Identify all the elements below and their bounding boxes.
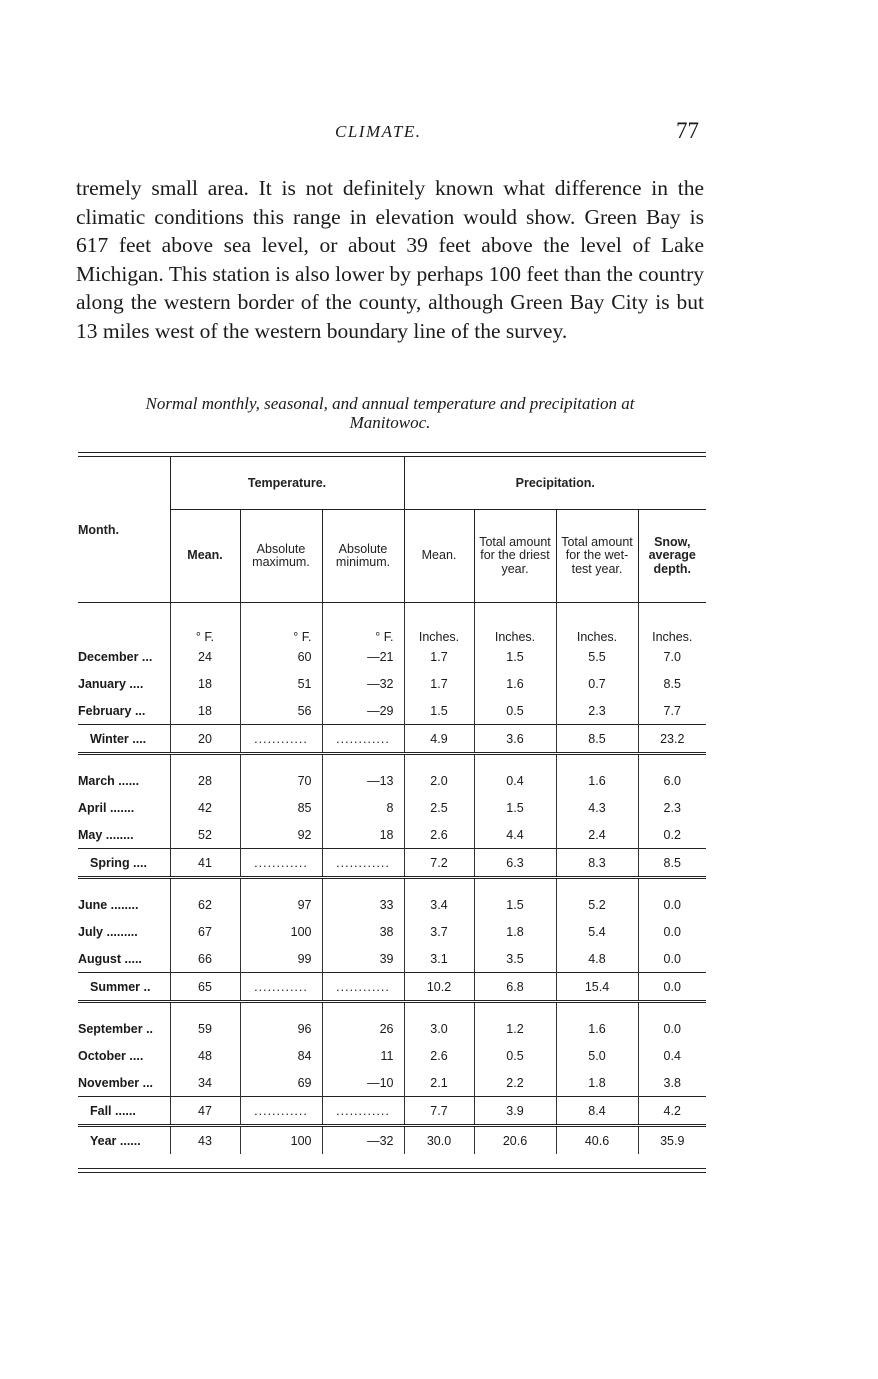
cell-temp-mean: 18 (170, 670, 240, 697)
cell-driest: 0.5 (474, 1042, 556, 1069)
cell-driest: 1.8 (474, 918, 556, 945)
cell-wettest: 8.4 (556, 1097, 638, 1126)
units-row (78, 603, 706, 644)
cell-driest: 3.5 (474, 945, 556, 973)
cell-temp-mean: 18 (170, 697, 240, 725)
cell-snow: 0.0 (638, 918, 706, 945)
table-row (78, 918, 706, 945)
cell-temp-mean: 41 (170, 849, 240, 878)
chapter-title: CLIMATE. (335, 122, 422, 141)
unit-driest: Inches. (474, 603, 556, 644)
cell-snow: 0.4 (638, 1042, 706, 1069)
cell-precip-mean: 2.0 (404, 754, 474, 795)
cell-abs-max: ............ (240, 973, 322, 1002)
cell-abs-min: 18 (322, 821, 404, 849)
bottom-rule (78, 1168, 706, 1173)
cell-temp-mean: 28 (170, 754, 240, 795)
row-label: December ... (78, 649, 153, 664)
cell-driest: 1.5 (474, 643, 556, 670)
caption-line-2: Manitowoc. (349, 413, 431, 432)
cell-driest: 20.6 (474, 1126, 556, 1155)
cell-precip-mean: 4.9 (404, 725, 474, 754)
cell-precip-mean: 3.4 (404, 878, 474, 919)
cell-abs-max: 92 (240, 821, 322, 849)
cell-abs-min: ............ (322, 973, 404, 1002)
cell-snow: 3.8 (638, 1069, 706, 1097)
col-header-temp-mean: Mean. (170, 510, 240, 603)
cell-temp-mean: 62 (170, 878, 240, 919)
table-row (78, 794, 706, 821)
cell-driest: 3.9 (474, 1097, 556, 1126)
cell-wettest: 5.5 (556, 643, 638, 670)
cell-driest: 3.6 (474, 725, 556, 754)
cell-precip-mean: 7.7 (404, 1097, 474, 1126)
cell-abs-min: 38 (322, 918, 404, 945)
cell-wettest: 5.0 (556, 1042, 638, 1069)
col-header-driest: Total amount for the driest year. (474, 510, 556, 603)
unit-abs-max: ° F. (240, 603, 322, 644)
cell-temp-mean: 48 (170, 1042, 240, 1069)
cell-abs-min: —32 (322, 670, 404, 697)
cell-abs-min: ............ (322, 1097, 404, 1126)
cell-snow: 0.0 (638, 1002, 706, 1043)
table-row (78, 1069, 706, 1097)
cell-wettest: 0.7 (556, 670, 638, 697)
cell-precip-mean: 1.5 (404, 697, 474, 725)
cell-abs-min: —21 (322, 643, 404, 670)
row-label: June ........ (78, 897, 139, 912)
row-label: Winter .... (78, 725, 170, 754)
unit-wettest: Inches. (556, 603, 638, 644)
cell-precip-mean: 1.7 (404, 670, 474, 697)
cell-temp-mean: 47 (170, 1097, 240, 1126)
cell-abs-max: ............ (240, 1097, 322, 1126)
cell-abs-min: —10 (322, 1069, 404, 1097)
cell-snow: 6.0 (638, 754, 706, 795)
cell-abs-max: 99 (240, 945, 322, 973)
cell-snow: 8.5 (638, 670, 706, 697)
table-row (78, 670, 706, 697)
cell-abs-min: ............ (322, 849, 404, 878)
cell-driest: 1.2 (474, 1002, 556, 1043)
cell-abs-max: 97 (240, 878, 322, 919)
precipitation-group-header: Precipitation. (404, 457, 706, 510)
cell-driest: 6.8 (474, 973, 556, 1002)
cell-driest: 6.3 (474, 849, 556, 878)
cell-temp-mean: 52 (170, 821, 240, 849)
cell-wettest: 40.6 (556, 1126, 638, 1155)
cell-temp-mean: 67 (170, 918, 240, 945)
cell-temp-mean: 43 (170, 1126, 240, 1155)
cell-temp-mean: 24 (170, 643, 240, 670)
row-label: March ...... (78, 773, 140, 788)
cell-abs-max: 84 (240, 1042, 322, 1069)
row-label: May ........ (78, 827, 134, 842)
cell-wettest: 5.2 (556, 878, 638, 919)
cell-wettest: 4.8 (556, 945, 638, 973)
cell-precip-mean: 2.6 (404, 821, 474, 849)
cell-abs-min: 26 (322, 1002, 404, 1043)
row-label: Year ...... (78, 1126, 170, 1155)
caption-line-1: Normal monthly, seasonal, and annual temperature and precipitation at (145, 394, 635, 413)
unit-snow: Inches. (638, 603, 706, 644)
cell-wettest: 5.4 (556, 918, 638, 945)
unit-temp-mean: ° F. (170, 603, 240, 644)
cell-precip-mean: 3.7 (404, 918, 474, 945)
units-month-cell (78, 603, 170, 644)
cell-wettest: 8.3 (556, 849, 638, 878)
climate-table (78, 452, 706, 1173)
cell-abs-max: 60 (240, 643, 322, 670)
cell-snow: 8.5 (638, 849, 706, 878)
cell-abs-max: ............ (240, 725, 322, 754)
cell-driest: 4.4 (474, 821, 556, 849)
cell-wettest: 2.4 (556, 821, 638, 849)
cell-snow: 23.2 (638, 725, 706, 754)
table-row (78, 643, 706, 670)
cell-abs-max: 70 (240, 754, 322, 795)
cell-precip-mean: 2.1 (404, 1069, 474, 1097)
season-row (78, 725, 706, 754)
cell-abs-min: 8 (322, 794, 404, 821)
cell-wettest: 15.4 (556, 973, 638, 1002)
table-row (78, 754, 706, 795)
row-label: Fall ...... (78, 1097, 170, 1126)
table-row (78, 697, 706, 725)
cell-precip-mean: 10.2 (404, 973, 474, 1002)
cell-driest: 0.5 (474, 697, 556, 725)
cell-abs-min: ............ (322, 725, 404, 754)
cell-wettest: 1.6 (556, 1002, 638, 1043)
row-label: Summer .. (78, 973, 170, 1002)
col-header-precip-mean: Mean. (404, 510, 474, 603)
table-row (78, 1042, 706, 1069)
row-label: October .... (78, 1048, 144, 1063)
row-label: February ... (78, 703, 146, 718)
cell-precip-mean: 2.5 (404, 794, 474, 821)
cell-snow: 7.7 (638, 697, 706, 725)
col-header-abs-max: Absolute maximum. (240, 510, 322, 603)
table-row (78, 878, 706, 919)
cell-snow: 0.0 (638, 945, 706, 973)
cell-precip-mean: 2.6 (404, 1042, 474, 1069)
season-row (78, 849, 706, 878)
cell-driest: 2.2 (474, 1069, 556, 1097)
row-label: January .... (78, 676, 144, 691)
cell-abs-max: 56 (240, 697, 322, 725)
cell-wettest: 8.5 (556, 725, 638, 754)
page-number: 77 (676, 118, 699, 143)
cell-snow: 2.3 (638, 794, 706, 821)
cell-precip-mean: 30.0 (404, 1126, 474, 1155)
unit-abs-min: ° F. (322, 603, 404, 644)
row-label: April ....... (78, 800, 135, 815)
cell-abs-min: —13 (322, 754, 404, 795)
table-caption (70, 394, 710, 432)
cell-abs-max: 96 (240, 1002, 322, 1043)
cell-abs-max: 100 (240, 1126, 322, 1155)
cell-abs-min: 33 (322, 878, 404, 919)
cell-abs-max: 100 (240, 918, 322, 945)
cell-snow: 35.9 (638, 1126, 706, 1155)
running-head (0, 118, 878, 152)
cell-abs-min: —32 (322, 1126, 404, 1155)
row-label: November ... (78, 1075, 154, 1090)
row-label: July ......... (78, 924, 138, 939)
cell-driest: 0.4 (474, 754, 556, 795)
body-paragraph: tremely small area. It is not definitely known what difference in the climatic conditions this range in elevation would show. Green Bay is 617 feet above sea level, or about 39 feet above the level of Lake Michigan. This station is also lower by perhaps 100 feet than the country along the western border of the county, although Green Bay City is but 13 miles west of the western boundary line of the survey. (76, 176, 704, 343)
table-body (78, 603, 706, 1155)
table-row (78, 821, 706, 849)
cell-temp-mean: 65 (170, 973, 240, 1002)
table-row (78, 945, 706, 973)
cell-wettest: 1.8 (556, 1069, 638, 1097)
table-row (78, 1002, 706, 1043)
cell-abs-max: 69 (240, 1069, 322, 1097)
cell-snow: 7.0 (638, 643, 706, 670)
cell-driest: 1.5 (474, 794, 556, 821)
season-row (78, 973, 706, 1002)
temperature-group-header: Temperature. (170, 457, 404, 510)
row-label: September .. (78, 1021, 154, 1036)
cell-precip-mean: 7.2 (404, 849, 474, 878)
cell-temp-mean: 59 (170, 1002, 240, 1043)
cell-snow: 4.2 (638, 1097, 706, 1126)
month-header: Month. (78, 457, 170, 603)
cell-abs-max: ............ (240, 849, 322, 878)
col-header-abs-min: Absolute minimum. (322, 510, 404, 603)
cell-precip-mean: 3.1 (404, 945, 474, 973)
cell-temp-mean: 42 (170, 794, 240, 821)
cell-driest: 1.5 (474, 878, 556, 919)
cell-precip-mean: 1.7 (404, 643, 474, 670)
col-header-wettest: Total amount for the wet-test year. (556, 510, 638, 603)
cell-snow: 0.2 (638, 821, 706, 849)
cell-temp-mean: 20 (170, 725, 240, 754)
cell-wettest: 2.3 (556, 697, 638, 725)
row-label: August ..... (78, 951, 142, 966)
cell-precip-mean: 3.0 (404, 1002, 474, 1043)
cell-abs-min: 11 (322, 1042, 404, 1069)
cell-wettest: 4.3 (556, 794, 638, 821)
cell-temp-mean: 34 (170, 1069, 240, 1097)
row-label: Spring .... (78, 849, 170, 878)
cell-snow: 0.0 (638, 973, 706, 1002)
cell-abs-min: —29 (322, 697, 404, 725)
cell-abs-max: 85 (240, 794, 322, 821)
cell-temp-mean: 66 (170, 945, 240, 973)
year-total-row (78, 1126, 706, 1155)
cell-abs-min: 39 (322, 945, 404, 973)
cell-wettest: 1.6 (556, 754, 638, 795)
unit-precip-mean: Inches. (404, 603, 474, 644)
season-row (78, 1097, 706, 1126)
cell-snow: 0.0 (638, 878, 706, 919)
cell-abs-max: 51 (240, 670, 322, 697)
col-header-snow: Snow, average depth. (638, 510, 706, 603)
cell-driest: 1.6 (474, 670, 556, 697)
